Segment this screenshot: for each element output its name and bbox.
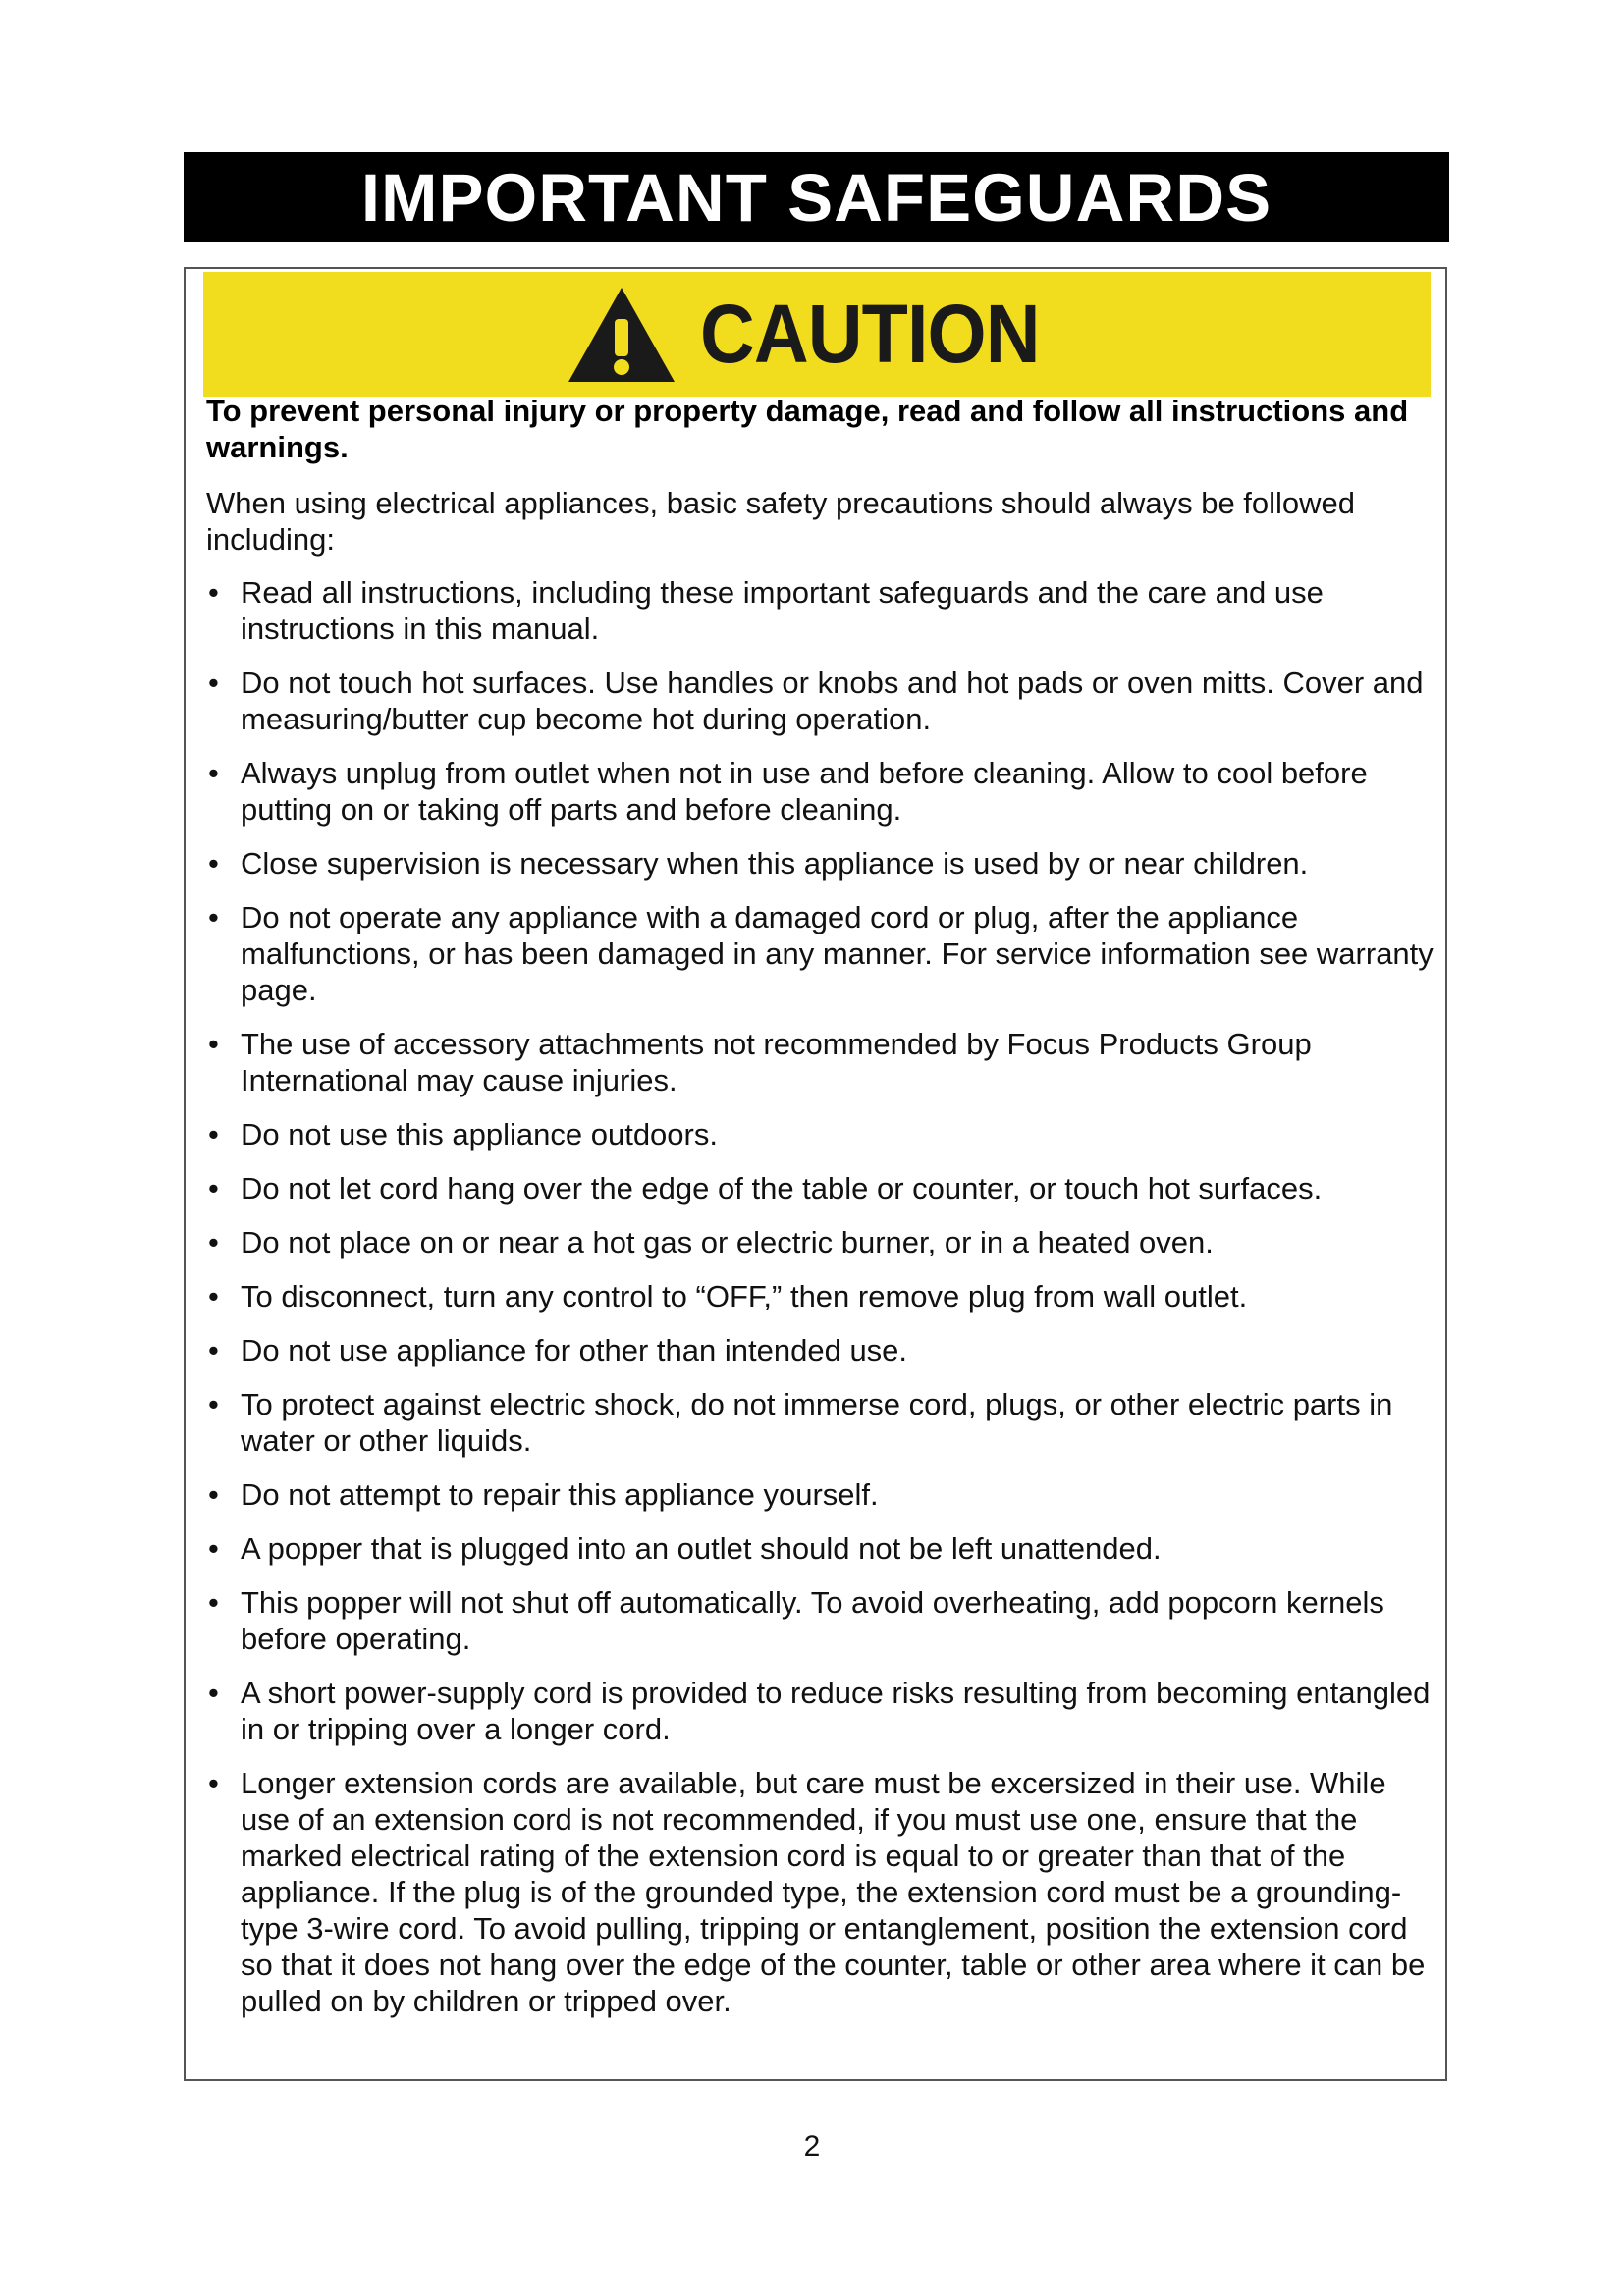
safeguard-item — [206, 1278, 1434, 1314]
safeguards-content — [206, 393, 1434, 2037]
safeguard-item-text: Close supervision is necessary when this appliance is used by or near children. — [241, 846, 1309, 881]
warning-triangle-icon — [565, 284, 678, 386]
safeguard-item-text: Longer extension cords are available, but care must be excersized in their use. While use of an extension cord is not recommended, if you must use one, ensure that the marked electrical rating of the extension cord is equal to or greater than that of the appliance. If the plug is of the grounded type, the extension cord must be a grounding-type 3-wire cord. To avoid pulling, tripping or entanglement, position the extension cord so that it does not hang over the edge of the counter, table or other area where it can be pulled on by children or tripped over. — [241, 1766, 1426, 2018]
safeguard-item — [206, 1765, 1434, 2019]
safeguard-item — [206, 1026, 1434, 1098]
intro-text: When using electrical appliances, basic safety precautions should always be followed including: — [206, 486, 1356, 557]
bullet-icon: • — [208, 1531, 219, 1566]
bullet-icon: • — [208, 1585, 219, 1620]
bullet-icon: • — [208, 756, 219, 790]
bullet-icon: • — [208, 846, 219, 881]
bullet-icon: • — [208, 1171, 219, 1205]
safeguard-item-text: To protect against electric shock, do not immerse cord, plugs, or other electric parts in water or other liquids. — [241, 1387, 1393, 1458]
bullet-icon: • — [208, 666, 219, 700]
caution-banner — [203, 272, 1431, 397]
safeguard-item-text: A short power-supply cord is provided to reduce risks resulting from becoming entangled in or tripping over a longer cord. — [241, 1676, 1431, 1746]
safeguard-item — [206, 665, 1434, 737]
safeguard-item — [206, 845, 1434, 881]
safeguard-item — [206, 1675, 1434, 1747]
bullet-icon: • — [208, 1117, 219, 1151]
safeguard-item-text: Do not use appliance for other than intended use. — [241, 1333, 908, 1367]
title-bar — [184, 152, 1449, 242]
safeguard-item — [206, 1584, 1434, 1657]
safeguard-item-text: Do not attempt to repair this appliance yourself. — [241, 1477, 879, 1512]
bullet-icon: • — [208, 1027, 219, 1061]
bullet-icon: • — [208, 1279, 219, 1313]
safeguard-item — [206, 1386, 1434, 1459]
safeguard-item — [206, 899, 1434, 1008]
page-number: 2 — [803, 2130, 821, 2163]
safeguard-item-text: This popper will not shut off automatically. To avoid overheating, add popcorn kernels before operating. — [241, 1585, 1384, 1656]
safeguard-item — [206, 1332, 1434, 1368]
bullet-icon: • — [208, 900, 219, 934]
safeguard-item-text: Do not use this appliance outdoors. — [241, 1117, 718, 1151]
safeguard-list — [206, 574, 1434, 2019]
bullet-icon: • — [208, 1766, 219, 1800]
bullet-icon: • — [208, 1676, 219, 1710]
page-title: IMPORTANT SAFEGUARDS — [360, 159, 1272, 236]
safeguard-item-text: Do not let cord hang over the edge of the table or counter, or touch hot surfaces. — [241, 1171, 1323, 1205]
safeguard-item-text: Read all instructions, including these important safeguards and the care and use instructions in this manual. — [241, 575, 1324, 646]
safeguard-item-text: Do not touch hot surfaces. Use handles or knobs and hot pads or oven mitts. Cover and measuring/butter cup become hot during operation. — [241, 666, 1424, 736]
safeguard-item-text: To disconnect, turn any control to “OFF,” then remove plug from wall outlet. — [241, 1279, 1248, 1313]
bullet-icon: • — [208, 1225, 219, 1259]
safeguard-item — [206, 1116, 1434, 1152]
safeguard-item — [206, 755, 1434, 828]
bullet-icon: • — [208, 1333, 219, 1367]
caution-label: CAUTION — [700, 288, 1040, 380]
safeguard-item — [206, 1224, 1434, 1260]
safeguard-item-text: Always unplug from outlet when not in use and before cleaning. Allow to cool before putting on or taking off parts and before cleaning. — [241, 756, 1368, 827]
safeguard-item — [206, 1476, 1434, 1513]
bullet-icon: • — [208, 1387, 219, 1421]
safeguard-item — [206, 1170, 1434, 1206]
bullet-icon: • — [208, 1477, 219, 1512]
safeguard-item — [206, 1530, 1434, 1567]
safeguard-item-text: The use of accessory attachments not recommended by Focus Products Group International may cause injuries. — [241, 1027, 1312, 1097]
safeguard-item — [206, 574, 1434, 647]
bullet-icon: • — [208, 575, 219, 610]
safeguard-item-text: Do not operate any appliance with a damaged cord or plug, after the appliance malfunctions, or has been damaged in any manner. For service information see warranty page. — [241, 900, 1434, 1007]
safeguard-item-text: Do not place on or near a hot gas or electric burner, or in a heated oven. — [241, 1225, 1214, 1259]
safeguard-item-text: A popper that is plugged into an outlet should not be left unattended. — [241, 1531, 1162, 1566]
lead-warning: To prevent personal injury or property damage, read and follow all instructions and warnings. — [206, 394, 1409, 464]
